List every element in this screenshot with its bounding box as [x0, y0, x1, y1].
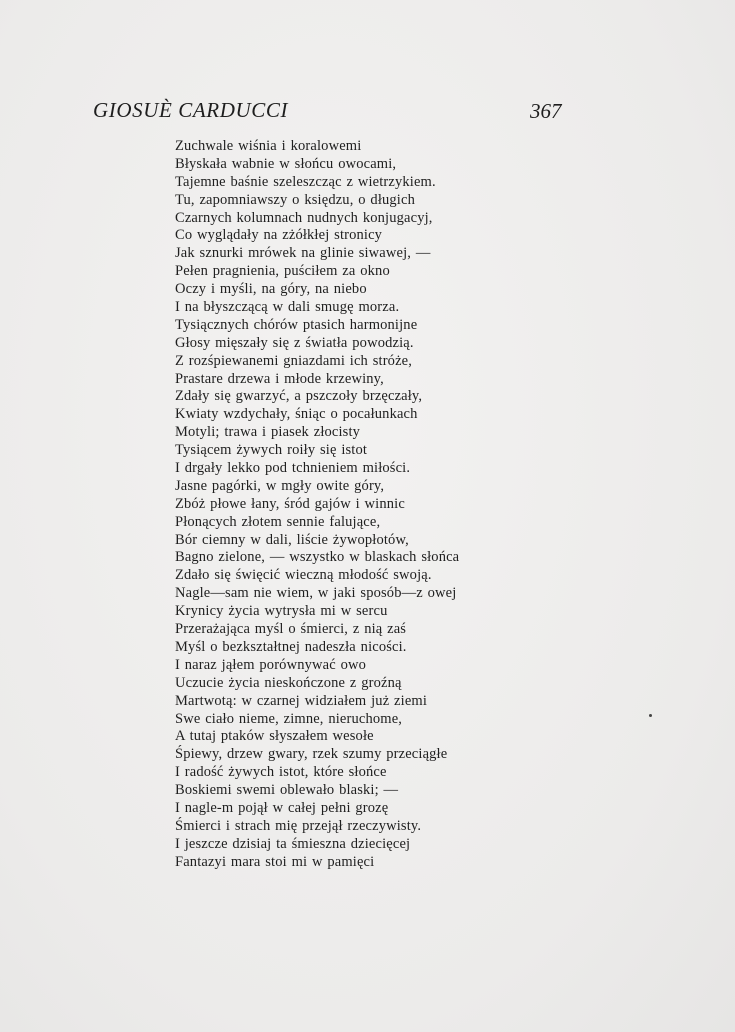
poem-line: I nagle-m pojął w całej pełni grozę [175, 799, 389, 816]
poem-line: Głosy mięszały się z światła powodzią. [175, 334, 414, 351]
poem-line: I radość żywych istot, które słońce [175, 764, 387, 781]
poem-line: Zuchwale wiśnia i koralowemi [175, 138, 362, 154]
poem-line: Śmierci i strach mię przejął rzeczywisty. [175, 817, 422, 834]
poem-line: Jak sznurki mrówek na glinie siwawej, — [175, 245, 431, 262]
poem-line: Fantazyi mara stoi mi w pamięci [175, 853, 375, 870]
poem-text [175, 138, 515, 872]
poem-line: Błyskała wabnie w słońcu owocami, [175, 155, 397, 172]
poem-line: I na błyszczącą w dali smugę morza. [175, 299, 400, 316]
poem-line: I jeszcze dzisiaj ta śmieszna dziecięcej [175, 835, 411, 852]
poem-line: Krynicy życia wytrysła mi w sercu [175, 603, 388, 620]
poem-line: Prastare drzewa i młode krzewiny, [175, 370, 384, 387]
poem-line: Myśl o bezkształtnej nadeszła nicości. [175, 638, 407, 655]
poem-line: Nagle—sam nie wiem, w jaki sposób—z owej [175, 585, 457, 602]
poem-line: Zdało się święcić wieczną młodość swoją. [175, 567, 432, 584]
poem-line: Tysiącem żywych roiły się istot [175, 442, 368, 459]
page-number: 367 [530, 99, 562, 123]
poem-line: Pełen pragnienia, puściłem za okno [175, 263, 390, 280]
poem-line: A tutaj ptaków słyszałem wesołe [175, 728, 374, 745]
poem-line: Tajemne baśnie szeleszcząc z wietrzykiem. [175, 173, 436, 190]
poem-line: Zbóż płowe łany, śród gajów i winnic [175, 495, 405, 512]
ink-speck [649, 714, 652, 717]
poem-line: Motyli; trawa i piasek złocisty [175, 424, 361, 441]
poem-line: Czarnych kolumnach nudnych konjugacyj, [175, 209, 433, 226]
poem-line: Zdały się gwarzyć, a pszczoły brzęczały, [175, 388, 423, 405]
poem-line: Bór ciemny w dali, liście żywopłotów, [175, 531, 409, 548]
poem-line: Jasne pagórki, w mgły owite góry, [175, 477, 385, 494]
poem-line: Śpiewy, drzew gwary, rzek szumy przeciągłe [175, 746, 448, 763]
poem-line: Uczucie życia nieskończone z groźną [175, 674, 402, 691]
poem-line: Przerażająca myśl o śmierci, z nią zaś [175, 621, 407, 638]
poem-line: Boskiemi swemi oblewało blaski; — [175, 782, 399, 799]
poem-line: Martwotą: w czarnej widziałem już ziemi [175, 692, 428, 709]
poem-line: Tysiącznych chórów ptasich harmonijne [175, 316, 418, 333]
poem-line: I naraz jąłem porównywać owo [175, 656, 366, 673]
poem-line: Oczy i myśli, na góry, na niebo [175, 281, 367, 298]
running-head-author: GIOSUÈ CARDUCCI [93, 98, 289, 122]
poem-line: Co wyglądały na zżółkłej stronicy [175, 227, 383, 244]
poem-line: I drgały lekko pod tchnieniem miłości. [175, 460, 411, 477]
poem-line: Płonących złotem sennie falujące, [175, 513, 381, 530]
poem-line: Bagno zielone, — wszystko w blaskach słońca [175, 549, 460, 566]
poem-line: Kwiaty wzdychały, śniąc o pocałunkach [175, 406, 418, 423]
poem-line: Swe ciało nieme, zimne, nieruchome, [175, 710, 403, 727]
poem-line: Z rozśpiewanemi gniazdami ich stróże, [175, 352, 413, 369]
poem-line: Tu, zapomniawszy o księdzu, o długich [175, 191, 415, 208]
